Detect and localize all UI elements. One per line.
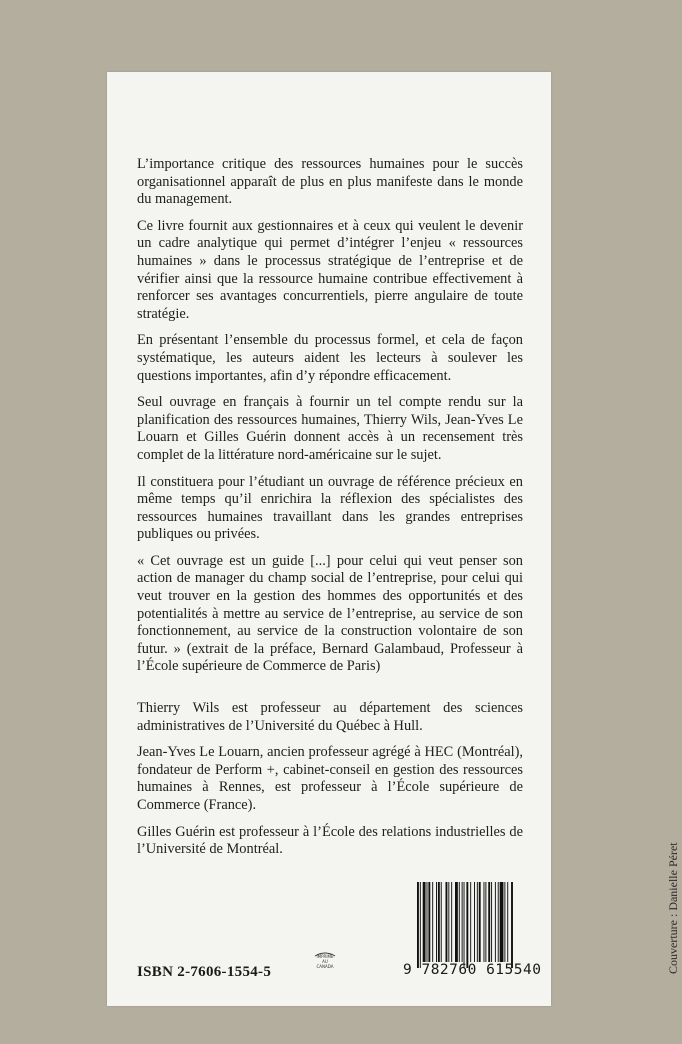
barcode-bar bbox=[484, 882, 485, 962]
cover-credit-text: Couverture : Danielle Péret bbox=[666, 842, 680, 974]
barcode-bar bbox=[504, 882, 505, 962]
barcode-bar bbox=[477, 882, 478, 962]
barcode-bar bbox=[466, 882, 468, 968]
cover-text bbox=[137, 156, 523, 868]
barcode-bar bbox=[428, 882, 430, 962]
barcode-bar bbox=[451, 882, 452, 962]
barcode-bar bbox=[491, 882, 492, 962]
blurb-paragraph-4: Seul ouvrage en français à fournir un tel compte rendu sur la planification des ressources humaines, Thierry Wils, Jean-Yves Le Louarn et Gilles Guérin donnent accès à un recensement très complet de la littérature nord-américaine sur le sujet. bbox=[137, 394, 523, 463]
author-bio-lelouarn: Jean-Yves Le Louarn, ancien professeur agrégé à HEC (Montréal), fondateur de Perform +, cabinet-conseil en gestion des ressources humaines à Rennes, est professeur à l’École supérieure de Commerce (France). bbox=[137, 744, 523, 813]
barcode-bar bbox=[459, 882, 460, 962]
barcode-bar bbox=[464, 882, 465, 968]
barcode-bar bbox=[423, 882, 426, 962]
barcode-bar bbox=[455, 882, 458, 962]
author-bio-wils: Thierry Wils est professeur au département des sciences administratives de l’Université du Québec à Hull. bbox=[137, 700, 523, 734]
barcode-bar bbox=[417, 882, 419, 968]
barcode-bar bbox=[432, 882, 433, 962]
barcode-bar bbox=[446, 882, 448, 962]
blurb-paragraph-2: Ce livre fournit aux gestionnaires et à ceux qui veulent le devenir un cadre analytique qui permet d’intégrer l’enjeu « ressources humaines » dans le processus stratégique de l’entreprise et de vérifier ainsi que la ressource humaine contribue effectivement à renforcer ses avantages concurrentiels, pierre angulaire de toute stratégie. bbox=[137, 217, 523, 322]
blurb-paragraph-5: Il constituera pour l’étudiant un ouvrage de référence précieux en même temps qu’il enrichira la réflexion des spécialistes des ressources humaines travaillant dans les grandes entreprises publiques ou privées. bbox=[137, 473, 523, 543]
barcode-bar bbox=[511, 882, 513, 968]
barcode-bar bbox=[474, 882, 475, 962]
printed-in-canada-seal bbox=[313, 949, 337, 971]
barcode-bar bbox=[438, 882, 440, 962]
svg-text:IMPRIMÉ: IMPRIMÉ bbox=[316, 954, 334, 959]
barcode-bar bbox=[498, 882, 499, 962]
barcode-bar bbox=[470, 882, 471, 962]
barcode-bar bbox=[448, 882, 449, 962]
barcode-bar bbox=[488, 882, 490, 962]
barcode-bar bbox=[507, 882, 508, 962]
svg-text:CANADA: CANADA bbox=[316, 964, 334, 969]
barcode-bar bbox=[441, 882, 442, 962]
isbn-number: ISBN 2-7606-1554-5 bbox=[137, 964, 272, 980]
barcode-bar bbox=[427, 882, 428, 962]
barcode-bar bbox=[420, 882, 421, 968]
barcode-bar bbox=[462, 882, 463, 962]
seal-icon bbox=[313, 949, 337, 971]
barcode-bar bbox=[500, 882, 504, 962]
barcode-digits: 9 782760 615540 bbox=[403, 962, 542, 978]
svg-text:AU: AU bbox=[322, 959, 328, 964]
barcode-bar bbox=[436, 882, 437, 962]
barcode-bar bbox=[485, 882, 486, 962]
author-bio-guerin: Gilles Guérin est professeur à l’École des relations industrielles de l’Université de Montréal. bbox=[137, 823, 523, 858]
blurb-paragraph-1: L’importance critique des ressources humaines pour le succès organisationnel apparaît de plus en plus manifeste dans le monde du management. bbox=[137, 156, 523, 208]
barcode-bar bbox=[495, 882, 496, 962]
barcode-bar bbox=[479, 882, 481, 962]
blurb-paragraph-3: En présentant l’ensemble du processus formel, et cela de façon systématique, les auteurs aident les lecteurs à soulever les questions importantes, afin d’y répondre efficacement. bbox=[137, 332, 523, 384]
preface-quote: « Cet ouvrage est un guide [...] pour celui qui veut penser son action de manager du champ social de l’entreprise, pour celui qui veut trouver en la gestion des hommes des opportunités et des potentialités à mettre au service de l’entreprise, au service de son fonctionnement, au service de la construction volontaire de son futur. » (extrait de la préface, Bernard Galambaud, Professeur à l’École supérieure de Commerce de Paris) bbox=[137, 552, 523, 675]
